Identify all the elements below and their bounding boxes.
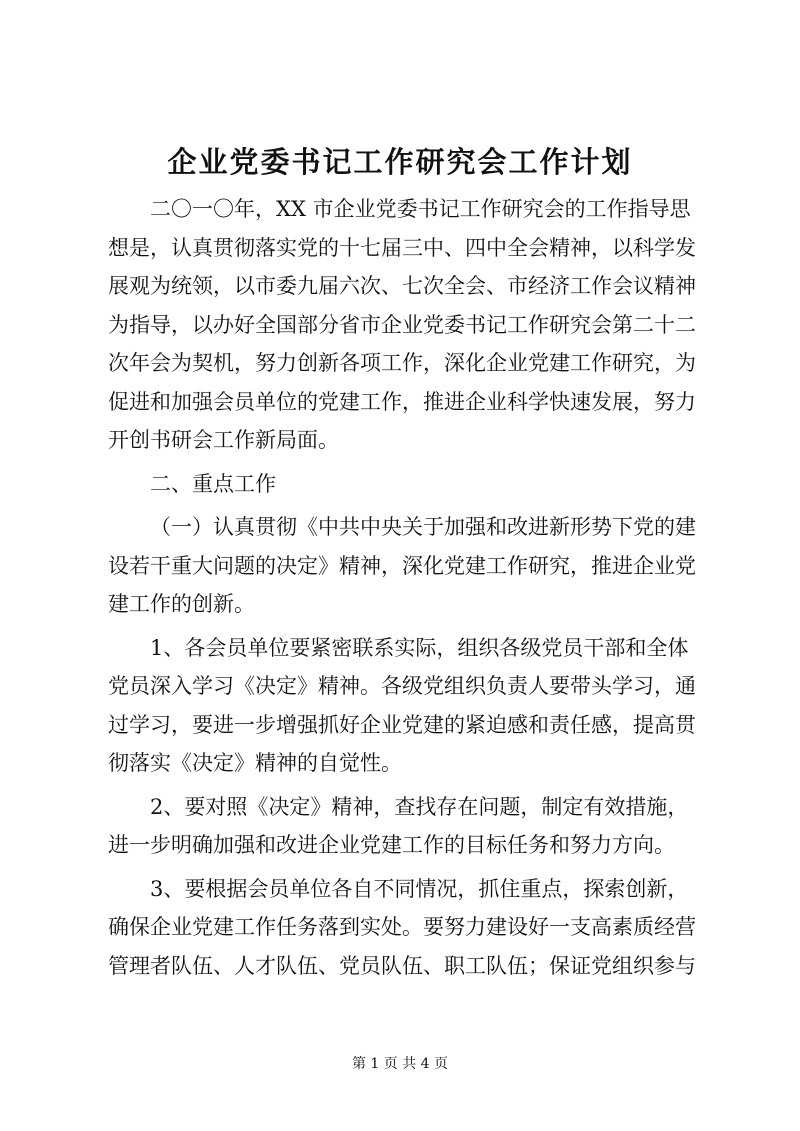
paragraph-subsection-1 — [108, 508, 708, 624]
paragraph-item-3 — [108, 870, 708, 986]
text-line: 为指导，以办好全国部分省市企业党委书记工作研究会第二十二 — [108, 312, 696, 337]
text-line: （一）认真贯彻《中共中央关于加强和改进新形势下党的建 — [150, 515, 696, 539]
document-title: 企业党委书记工作研究会工作计划 — [167, 145, 633, 179]
text-line: 过学习，要进一步增强抓好企业党建的紧迫感和责任感，提高贯 — [108, 712, 696, 737]
text-line: 开创书研会工作新局面。 — [108, 428, 339, 452]
text-line: 2、要对照《决定》精神，查找存在问题，制定有效措施， — [150, 794, 689, 819]
text-line: 1、各会员单位要紧密联系实际，组织各级党员干部和全体 — [150, 635, 689, 660]
text-line: 促进和加强会员单位的党建工作，推进企业科学快速发展，努力 — [108, 389, 696, 414]
text-line: 确保企业党建工作任务落到实处。要努力建设好一支高素质经营 — [108, 915, 696, 939]
text-line: 想是，认真贯彻落实党的十七届三中、四中全会精神，以科学发 — [108, 235, 696, 260]
text-line: 二、重点工作 — [150, 471, 276, 496]
paragraph-item-1 — [108, 629, 708, 783]
text-line: 设若干重大问题的决定》精神，深化党建工作研究，推进企业党 — [108, 553, 696, 578]
text-line: 党员深入学习《决定》精神。各级党组织负责人要带头学习，通 — [108, 674, 696, 698]
text-line: 3、要根据会员单位各自不同情况，抓住重点，探索创新， — [150, 876, 689, 901]
section-heading — [108, 465, 708, 504]
text-line: 次年会为契机，努力创新各项工作，深化企业党建工作研究，为 — [108, 351, 696, 375]
text-line: 管理者队伍、人才队伍、党员队伍、职工队伍；保证党组织参与 — [108, 953, 696, 978]
document-body — [108, 190, 708, 985]
text-line: 二〇一〇年，XX 市企业党委书记工作研究会的工作指导思 — [150, 197, 691, 221]
paragraph-item-2 — [108, 788, 708, 865]
paragraph-intro — [108, 190, 708, 460]
text-line: 展观为统领，以市委九届六次、七次全会、市经济工作会议精神 — [108, 274, 696, 298]
text-line: 进一步明确加强和改进企业党建工作的目标任务和努力方向。 — [108, 833, 675, 857]
text-line: 建工作的创新。 — [108, 592, 255, 616]
text-line: 彻落实《决定》精神的自觉性。 — [108, 751, 402, 775]
page-footer: 第 1 页 共 4 页 — [351, 1056, 449, 1072]
